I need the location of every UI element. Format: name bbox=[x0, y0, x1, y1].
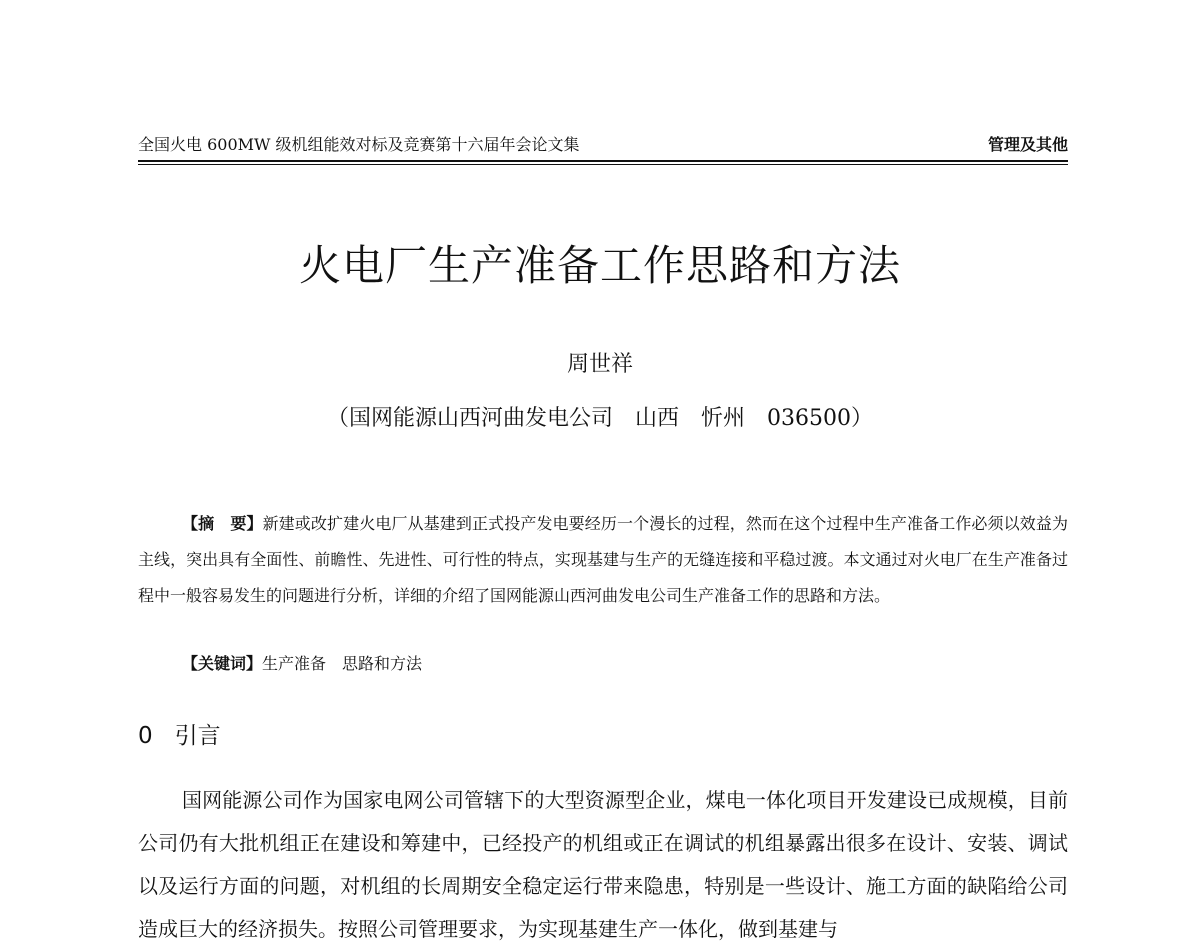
abstract-paragraph bbox=[138, 506, 1068, 614]
paper-title: 火电厂生产准备工作思路和方法 bbox=[298, 241, 901, 290]
header-rule-thick bbox=[138, 160, 1068, 162]
section-heading bbox=[138, 719, 221, 753]
section-title: 引言 bbox=[174, 723, 221, 749]
running-header-proceedings: 全国火电 600MW 级机组能效对标及竞赛第十六届年会论文集 bbox=[138, 135, 580, 154]
section-number: 0 bbox=[138, 723, 153, 749]
running-header-category: 管理及其他 bbox=[987, 135, 1068, 154]
keywords-text: 生产准备 思路和方法 bbox=[262, 654, 423, 673]
keywords-line bbox=[182, 650, 422, 678]
abstract-text: 新建或改扩建火电厂从基建到正式投产发电要经历一个漫长的过程，然而在这个过程中生产准备工作必须以效益为主线，突出具有全面性、前瞻性、先进性、可行性的特点，实现基建与生产的无缝连接和平稳过渡。本文通过对火电厂在生产准备过程中一般容易发生的问题进行分析，详细的介绍了国网能源山西河曲发电公司生产准备工作的思路和方法。 bbox=[138, 514, 1068, 605]
author-affiliation: （国网能源山西河曲发电公司 山西 忻州 036500） bbox=[327, 406, 873, 431]
running-header bbox=[138, 132, 1068, 158]
abstract-label: 【摘 要】 bbox=[182, 514, 263, 533]
body-paragraph: 国网能源公司作为国家电网公司管辖下的大型资源型企业，煤电一体化项目开发建设已成规模，目前公司仍有大批机组正在建设和筹建中，已经投产的机组或正在调试的机组暴露出很多在设计、安装、调试以及运行方面的问题，对机组的长周期安全稳定运行带来隐患，特别是一些设计、施工方面的缺陷给公司造成巨大的经济损失。按照公司管理要求，为实现基建生产一体化，做到基建与 bbox=[138, 788, 1068, 941]
header-rule-thin bbox=[138, 164, 1068, 165]
keywords-label: 【关键词】 bbox=[182, 654, 263, 673]
author-name: 周世祥 bbox=[566, 352, 633, 377]
